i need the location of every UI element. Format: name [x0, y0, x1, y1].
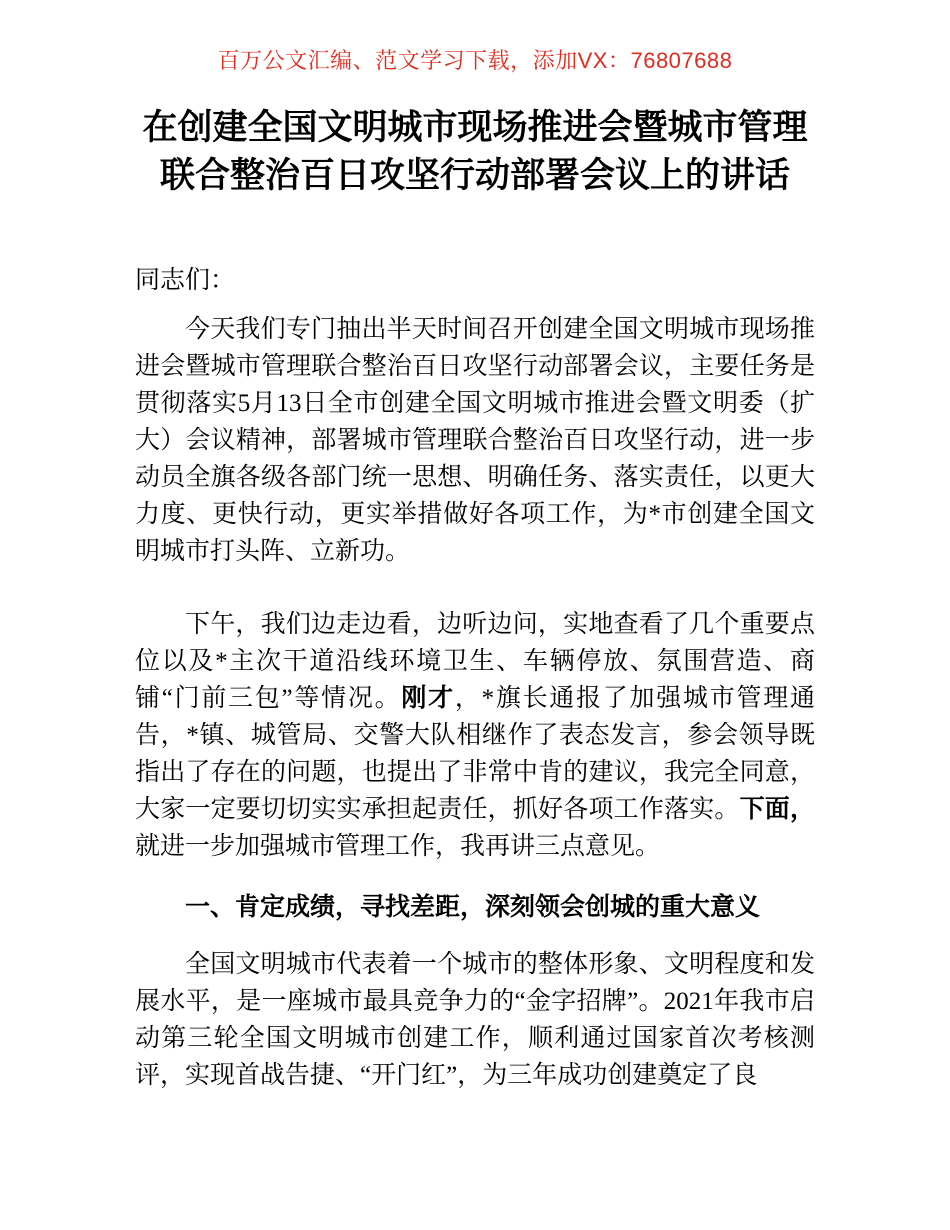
paragraph-2	[135, 606, 815, 865]
watermark-ad-text: 百万公文汇编、范文学习下载，添加VX：76807688	[217, 48, 733, 73]
document-title-line-1: 在创建全国文明城市现场推进会暨城市管理	[142, 108, 808, 147]
document-title-line-2: 联合整治百日攻坚行动部署会议上的讲话	[159, 156, 790, 195]
paragraph-2-bold-segment: 下面，	[739, 796, 815, 823]
section-heading-1: 一、肯定成绩，寻找差距，深刻领会创城的重大意义	[185, 893, 761, 921]
salutation: 同志们：	[135, 267, 236, 294]
paragraph-2-segment: ，*旗长通报了加强城市管理通告，*镇、城管局、交警大队相继作了表态发言，参会领导既指出了存在的问题，也提出了非常中肯的建议，我完全同意，大家一定要切切实实承担起责任，抓好各项工作落实。	[135, 685, 815, 823]
paragraph-1: 今天我们专门抽出半天时间召开创建全国文明城市现场推进会暨城市管理联合整治百日攻坚行动部署会议，主要任务是贯彻落实5月13日全市创建全国文明城市推进会暨文明委（扩大）会议精神，部署城市管理联合整治百日攻坚行动，进一步动员全旗各级各部门统一思想、明确任务、落实责任，以更大力度、更快行动，更实举措做好各项工作，为*市创建全国文明城市打头阵、立新功。	[135, 316, 815, 565]
paragraph-2-bold-segment: 刚才	[401, 685, 455, 712]
document-title	[115, 104, 835, 200]
paragraph-2-segment: 下午，我们边走边看，边听边问，实地查看了几个重要点位以及*主次干道沿线环境卫生、车辆停放、氛围营造、商铺“门前三包”等情况。	[135, 611, 815, 712]
document-body	[135, 262, 815, 1094]
paragraph-2-segment: 就进一步加强城市管理工作，我再讲三点意见。	[135, 833, 661, 860]
paragraph-3: 全国文明城市代表着一个城市的整体形象、文明程度和发展水平，是一座城市最具竞争力的“金字招牌”。2021年我市启动第三轮全国文明城市创建工作，顺利通过国家首次考核测评，实现首战告捷、“开门红”，为三年成功创建奠定了良	[135, 951, 815, 1089]
